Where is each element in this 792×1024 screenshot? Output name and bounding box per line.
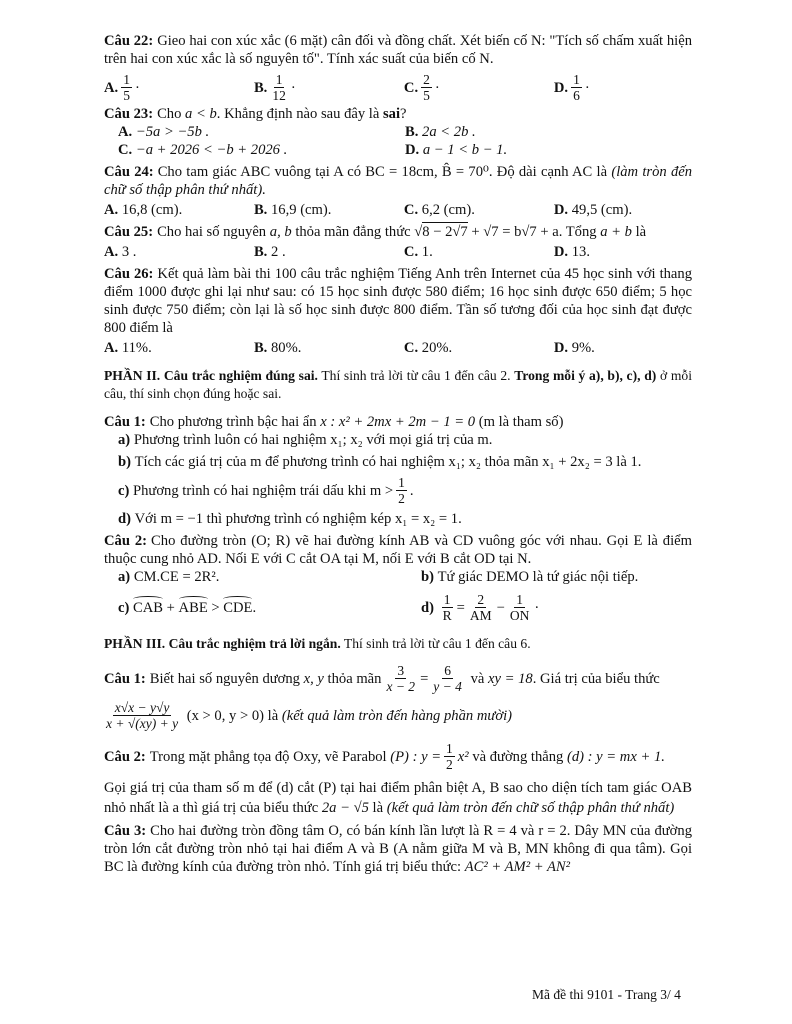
option-a: A. 16,8 (cm). — [104, 202, 183, 218]
option-d: D. 9%. — [553, 340, 595, 356]
part2-question-2: Câu 2: Cho đường tròn (O; R) vẽ hai đường kính AB và CD vuông góc với nhau. Gọi E là điểm thuộc cung nhỏ AD. Nối E với C cắt OA tại M, nối E với B cắt OD tại N. a) CM.CE = 2R². b) Tứ giác DEMO là tứ giác nội tiếp. c) CAB + ABE > CDE . d) $\frac{1}{R}$ = $\frac{2}{AM}$ − $\frac{1}{ON}$ · — [104, 533, 692, 623]
part-3: PHẦN III. Câu trắc nghiệm trả lời ngắn. Thí sinh trả lời từ câu 1 đến câu 6. Câu 1: Biết hai số nguyên dương x, y thỏa mãn $\frac{3}{x - 2}$ = $\frac{6}{y - 4}$ và xy = 18 . Giá trị của biểu thức $\frac{x√x - y√y}{x + √(xy) + y}$ (x > 0, y > 0) là (kết quả làm tròn đến hàng phần mười) Câu 2: Trong mặt phẳng tọa độ Oxy, vẽ Parabol (P) : y = $\frac{1}{2}$ x² và đường thẳng (d) : y = mx + 1. Gọi giá trị của tham số m để (d) cắt (P) tại hai điểm phân biệt A, B sao cho diện tích tam giác OAB nhỏ nhất là a thì giá trị của biểu thức 2a − √5 là (kết quả làm tròn đến chữ số thập phân thứ nhất) Câu 3: Cho hai đường tròn đồng tâm O, có bán kính lần lượt là R = 4 và r = 2. Dây MN của đường tròn lớn cắt đường tròn nhỏ tại hai điểm A và B (A nằm giữa M và B, MN không đi qua tâm). Gọi BC là đường kính của đường tròn nhỏ. Tính giá trị biểu thức: AC² + AM² + AN² — [104, 636, 692, 875]
question-23: Câu 23: Cho a < b. Khẳng định nào sau đây là sai? A. −5a > −5b . B. 2a < 2b . C. −a + 2026 < −b + 2026 . D. a − 1 < b − 1. — [104, 105, 692, 159]
question-24: Câu 24: Cho tam giác ABC vuông tại A có BC = 18cm, B̂ = 70⁰. Độ dài cạnh AC là (làm tròn đến chữ số thập phân thứ nhất). A. 16,8 (cm). B. 16,9 (cm). C. 6,2 (cm). D. 49,5 (cm). — [104, 164, 693, 218]
page-footer: Mã đề thi 9101 - Trang 3/ 4 — [532, 987, 681, 1002]
option-c: C. 6,2 (cm). — [403, 202, 475, 218]
option-c: C. 20%. — [403, 340, 453, 356]
option-d: D. 49,5 (cm). — [553, 202, 633, 218]
statement-b: b) Tích các giá trị của m để phương trình có hai nghiệm x₁; x₂ thỏa mãn x₁ + 2x₂ = 3 là 1. — [118, 454, 642, 470]
option-d: D. $\frac{1}{6}$ · — [553, 72, 590, 103]
statement-c: c) CAB + ABE > CDE . — [118, 599, 257, 616]
option-a: A. −5a > −5b . — [118, 124, 210, 140]
question-25: Câu 25: Cho hai số nguyên a, b thỏa mãn đẳng thức √8 − 2√7 + √7 = b√7 + a. Tổng a + b là A. 3 . B. 2 . C. 1. D. 13. — [104, 223, 692, 261]
statement-d: d) $\frac{1}{R}$ = $\frac{2}{AM}$ − $\frac{1}{ON}$ · — [421, 592, 540, 623]
statement-a: a) Phương trình luôn có hai nghiệm x₁; x₂ với mọi giá trị của m. — [118, 432, 493, 448]
statement-c: c) Phương trình có hai nghiệm trái dấu khi m > $\frac{1}{2}$ . — [118, 475, 414, 506]
option-c: C. $\frac{2}{5}$ · — [403, 72, 440, 103]
option-c: C. 1. — [403, 244, 433, 260]
part3-question-3: Câu 3: Cho hai đường tròn đồng tâm O, có bán kính lần lượt là R = 4 và r = 2. Dây MN của đường tròn lớn cắt đường tròn nhỏ tại hai điểm A và B (A nằm giữa M và B, MN không đi qua tâm). Gọi BC là đường kính của đường tròn nhỏ. Tính giá trị biểu thức: AC² + AM² + AN² — [104, 823, 692, 875]
option-b: B. $\frac{1}{12}$ · — [253, 72, 296, 103]
statement-d: d) Với m = −1 thì phương trình có nghiệm kép x₁ = x₂ = 1. — [118, 511, 462, 527]
question-22 — [104, 32, 692, 103]
option-b: B. 2a < 2b . — [405, 124, 476, 140]
question-label: Câu 22: — [104, 33, 154, 49]
statement-b: b) Tứ giác DEMO là tứ giác nội tiếp. — [421, 569, 639, 585]
option-b: B. 16,9 (cm). — [253, 202, 332, 218]
option-a: A. $\frac{1}{5}$ · — [104, 72, 140, 103]
part2-question-1: Câu 1: Cho phương trình bậc hai ẩn x : x² + 2mx + 2m − 1 = 0 (m là tham số) a) Phương trình luôn có hai nghiệm x₁; x₂ với mọi giá trị của m. b) Tích các giá trị của m để phương trình có hai nghiệm x₁; x₂ thỏa mãn x₁ + 2x₂ = 3 là 1. c) Phương trình có hai nghiệm trái dấu khi m > $\frac{1}{2}$ . d) Với m = −1 thì phương trình có nghiệm kép x₁ = x₂ = 1. — [104, 413, 692, 528]
part-title: PHẦN II. Câu trắc nghiệm đúng sai. — [104, 368, 318, 383]
option-b: B. 2 . — [253, 244, 286, 260]
question-text: Gieo hai con xúc xắc (6 mặt) cân đối và đồng chất. Xét biến cố N: "Tích số chấm xuất hiện trên hai con xúc xắc là số nguyên tố". Tính xác suất của biến cố N. — [104, 33, 693, 67]
part3-question-2: Câu 2: Trong mặt phẳng tọa độ Oxy, vẽ Parabol (P) : y = $\frac{1}{2}$ x² và đường thẳng (d) : y = mx + 1. Gọi giá trị của tham số m để (d) cắt (P) tại hai điểm phân biệt A, B sao cho diện tích tam giác OAB nhỏ nhất là a thì giá trị của biểu thức 2a − √5 là (kết quả làm tròn đến chữ số thập phân thứ nhất) — [104, 741, 692, 816]
option-b: B. 80%. — [253, 340, 302, 356]
option-c: C. −a + 2026 < −b + 2026 . — [118, 142, 288, 158]
statement-a: a) CM.CE = 2R². — [118, 569, 220, 585]
part-title: PHẦN III. Câu trắc nghiệm trả lời ngắn. — [104, 636, 341, 651]
option-d: D. 13. — [553, 244, 590, 260]
part-2: PHẦN II. Câu trắc nghiệm đúng sai. Thí sinh trả lời từ câu 1 đến câu 2. Trong mỗi ý a), b), c), d) ở mỗi câu, thí sinh chọn đúng hoặc sai. Câu 1: Cho phương trình bậc hai ẩn x : x² + 2mx + 2m − 1 = 0 (m là tham số) a) Phương trình luôn có hai nghiệm x₁; x₂ với mọi giá trị của m. b) Tích các giá trị của m để phương trình có hai nghiệm x₁; x₂ thỏa mãn x₁ + 2x₂ = 3 là 1. c) Phương trình có hai nghiệm trái dấu khi m > $\frac{1}{2}$ . d) Với m = −1 thì phương trình có nghiệm kép x₁ = x₂ = 1. Câu 2: Cho đường tròn (O; R) vẽ hai đường kính AB và CD vuông góc với nhau. Gọi E là điểm thuộc cung nhỏ AD. Nối E với C cắt OA tại M, nối E với B cắt OD tại N. a) CM.CE = 2R². b) Tứ giác DEMO là tứ giác nội tiếp. c) CAB + ABE > CDE . d) $\frac{1}{R}$ = $\frac{2}{AM}$ − $\frac{1}{ON}$ · — [104, 368, 692, 623]
exam-page — [104, 32, 692, 876]
question-26: Câu 26: Kết quả làm bài thi 100 câu trắc nghiệm Tiếng Anh trên Internet của 45 học sinh với thang điểm 1000 được ghi lại như sau: có 15 học sinh được 580 điểm; 16 học sinh được 650 điểm; 5 học sinh được 750 điểm; còn lại là số học sinh được 800 điểm. Tần số tương đối của học sinh đạt được 800 điểm là A. 11%. B. 80%. C. 20%. D. 9%. — [104, 266, 692, 356]
option-a: A. 11%. — [104, 340, 152, 356]
part3-question-1: Câu 1: Biết hai số nguyên dương x, y thỏa mãn $\frac{3}{x - 2}$ = $\frac{6}{y - 4}$ và xy = 18 . Giá trị của biểu thức $\frac{x√x - y√y}{x + √(xy) + y}$ (x > 0, y > 0) là (kết quả làm tròn đến hàng phần mười) — [104, 663, 660, 731]
option-d: D. a − 1 < b − 1. — [405, 142, 508, 158]
option-a: A. 3 . — [104, 244, 137, 260]
